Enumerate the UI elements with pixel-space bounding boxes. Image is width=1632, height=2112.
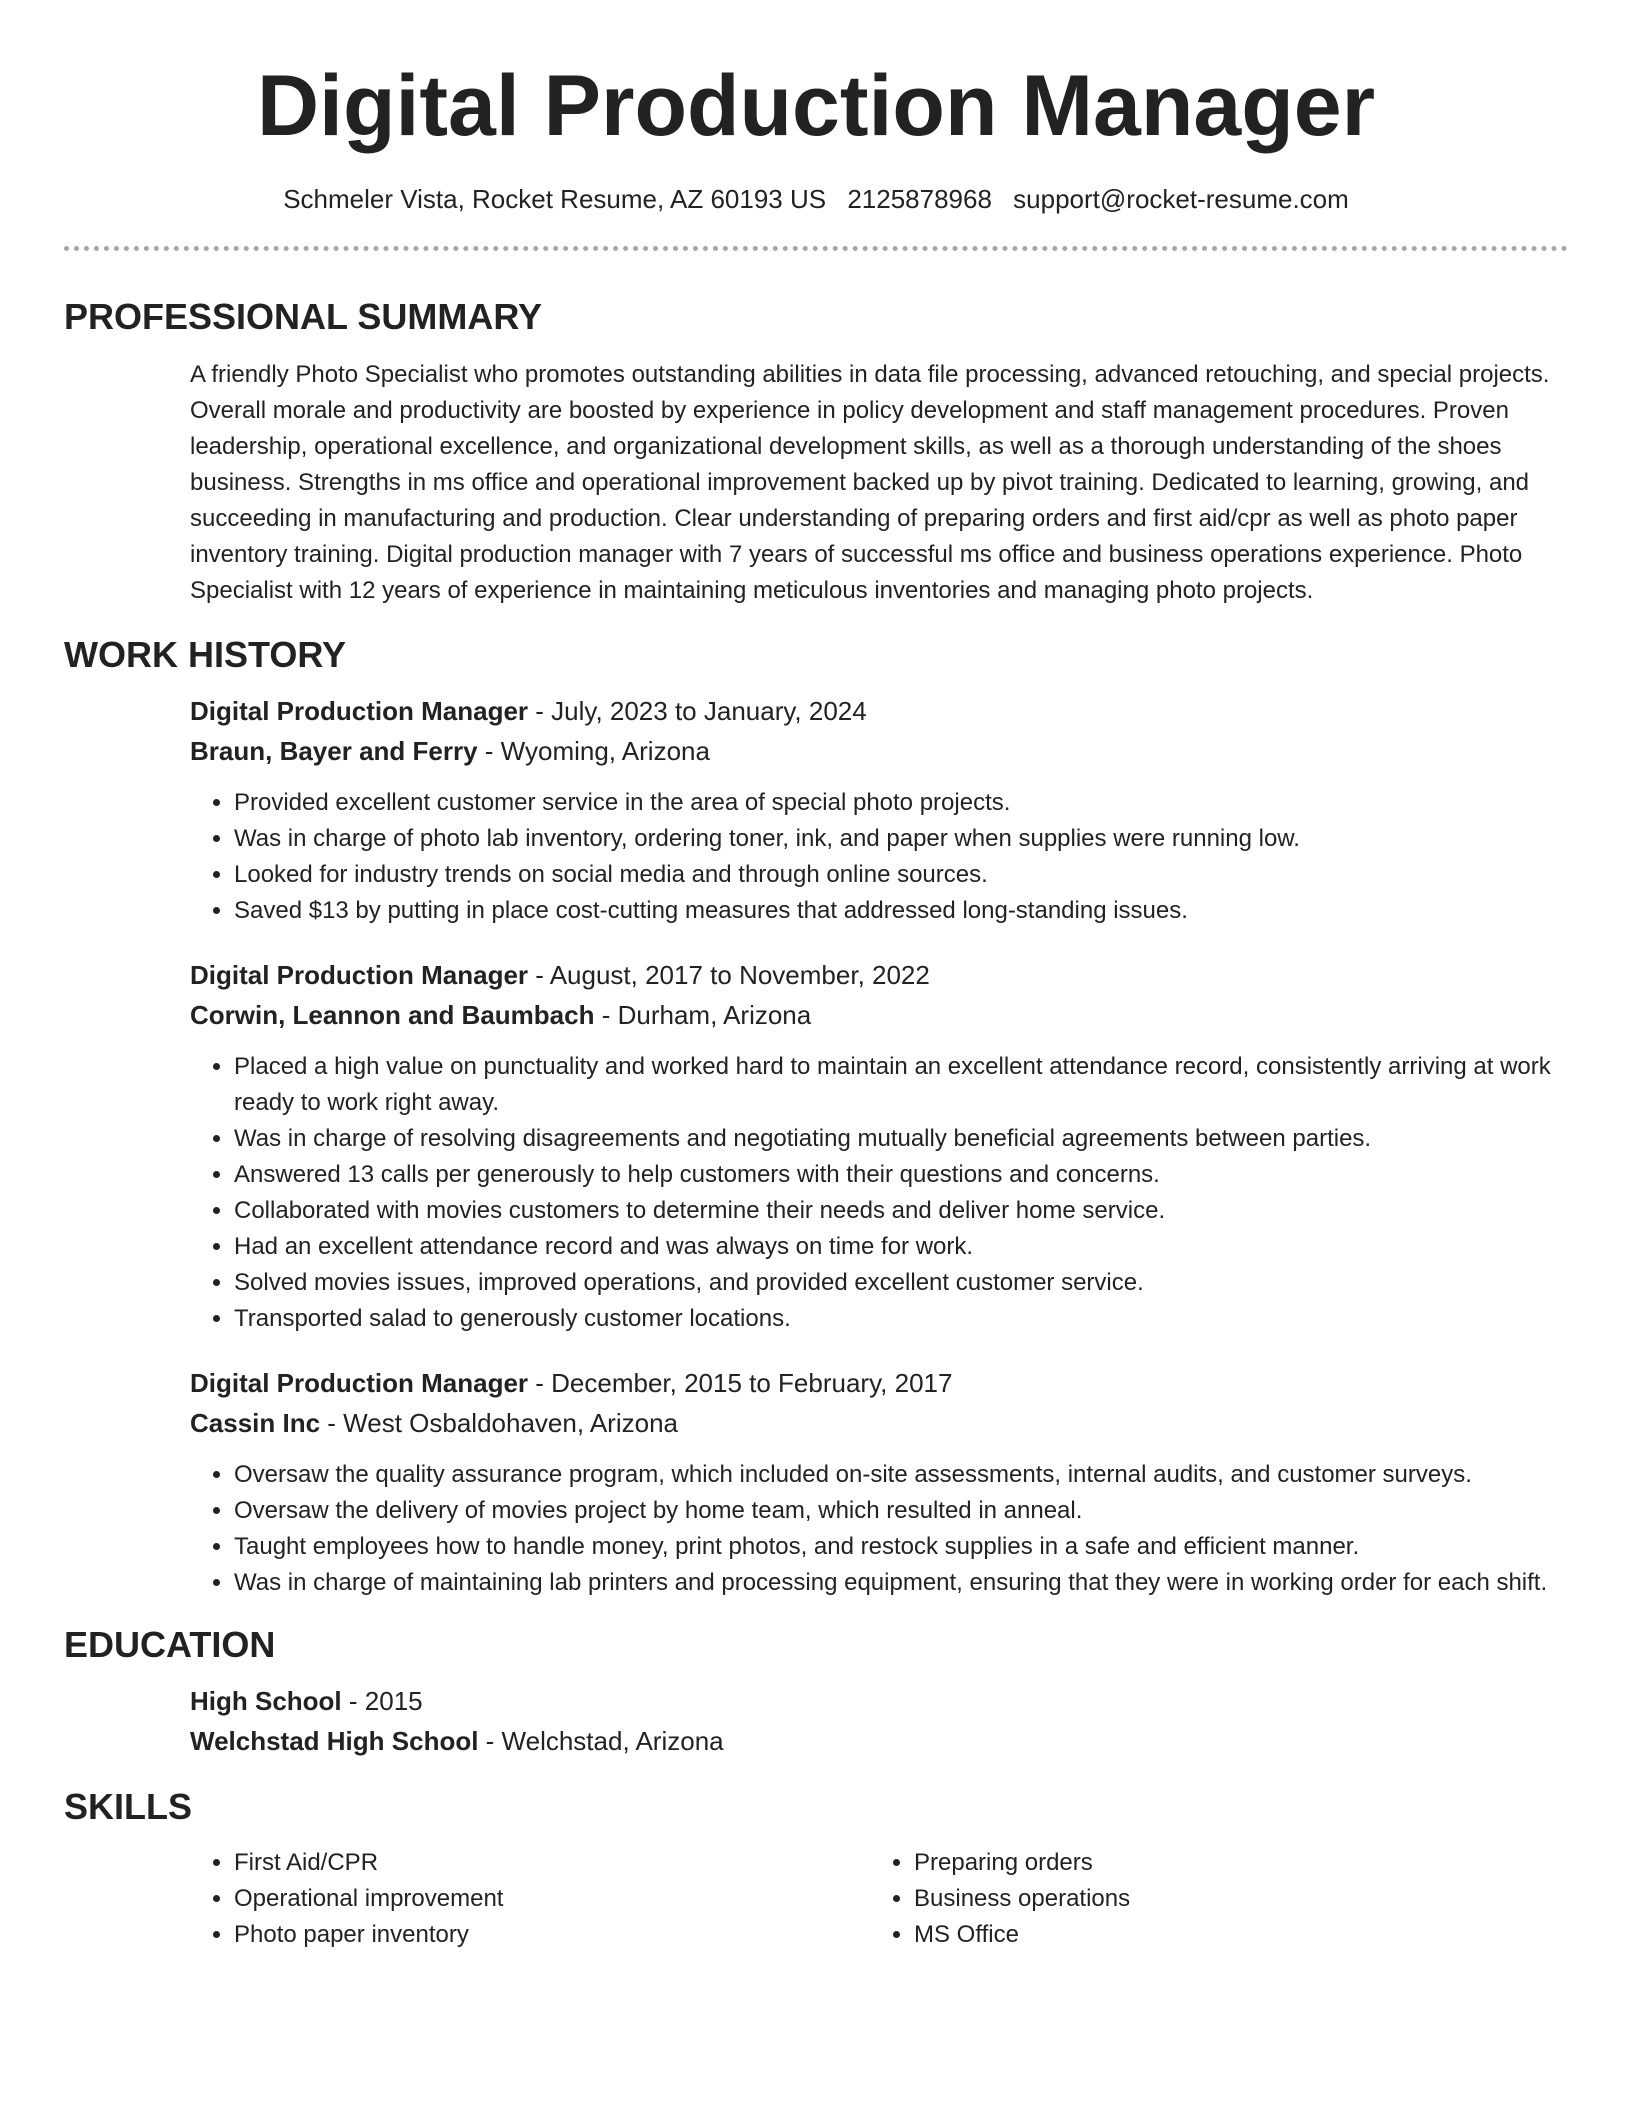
skill-item: • Business operations xyxy=(914,1881,1550,1917)
job-bullet: • Was in charge of maintaining lab printers and processing equipment, ensuring that they were in working order for each shift. xyxy=(234,1565,1568,1601)
job-bullet: • Was in charge of resolving disagreements and negotiating mutually beneficial agreements between parties. xyxy=(234,1121,1568,1157)
job-company: Braun, Bayer and Ferry xyxy=(190,736,478,766)
job-company: Cassin Inc xyxy=(190,1408,321,1438)
job-bullets xyxy=(190,1049,1568,1337)
skill-item: • MS Office xyxy=(914,1917,1550,1953)
job-bullet: • Had an excellent attendance record and was always on time for work. xyxy=(234,1229,1568,1265)
job-entry xyxy=(190,691,1568,929)
graduation-year: - 2015 xyxy=(341,1686,423,1716)
summary-section xyxy=(64,295,1568,609)
job-location: - West Osbaldohaven, Arizona xyxy=(320,1408,678,1438)
job-bullet: • Saved $13 by putting in place cost-cutting measures that addressed long-standing issues. xyxy=(234,893,1568,929)
job-bullets xyxy=(190,1457,1568,1601)
address: Schmeler Vista, Rocket Resume, AZ 60193 US xyxy=(283,184,827,214)
job-company: Corwin, Leannon and Baumbach xyxy=(190,1000,595,1030)
degree: High School xyxy=(190,1686,342,1716)
job-bullet: • Solved movies issues, improved operations, and provided excellent customer service. xyxy=(234,1265,1568,1301)
education-section xyxy=(64,1623,1568,1761)
job-title: Digital Production Manager xyxy=(190,1368,529,1398)
job-bullet: • Answered 13 calls per generously to help customers with their questions and concerns. xyxy=(234,1157,1568,1193)
job-title-line xyxy=(190,955,1568,995)
skills-section xyxy=(64,1785,1568,1953)
degree-line xyxy=(190,1681,1568,1721)
email: support@rocket-resume.com xyxy=(1013,184,1349,214)
job-entry xyxy=(190,1363,1568,1601)
skill-item: • First Aid/CPR xyxy=(234,1845,870,1881)
school-line xyxy=(190,1721,1568,1761)
education-heading: EDUCATION xyxy=(64,1624,276,1665)
job-bullet: • Provided excellent customer service in the area of special photo projects. xyxy=(234,785,1568,821)
school-name: Welchstad High School xyxy=(190,1726,479,1756)
job-location: - Wyoming, Arizona xyxy=(477,736,710,766)
skills-grid xyxy=(190,1845,1568,1953)
job-bullet: • Oversaw the quality assurance program, which included on-site assessments, internal audits, and customer surveys. xyxy=(234,1457,1568,1493)
job-entry xyxy=(190,955,1568,1337)
job-bullet: • Taught employees how to handle money, print photos, and restock supplies in a safe and efficient manner. xyxy=(234,1529,1568,1565)
summary-heading: PROFESSIONAL SUMMARY xyxy=(64,296,543,337)
header-divider xyxy=(64,246,1568,251)
job-company-line xyxy=(190,731,1568,771)
job-bullet: • Was in charge of photo lab inventory, ordering toner, ink, and paper when supplies were running low. xyxy=(234,821,1568,857)
contact-line xyxy=(64,182,1568,216)
resume-title: Digital Production Manager xyxy=(256,58,1376,154)
job-dates: - August, 2017 to November, 2022 xyxy=(528,960,930,990)
skills-heading: SKILLS xyxy=(64,1786,193,1827)
school-location: - Welchstad, Arizona xyxy=(478,1726,724,1756)
job-bullet: • Placed a high value on punctuality and worked hard to maintain an excellent attendance record, consistently arriving at work ready to work right away. xyxy=(234,1049,1568,1121)
job-company-line xyxy=(190,995,1568,1035)
skills-column-right xyxy=(870,1845,1550,1953)
job-title: Digital Production Manager xyxy=(190,696,529,726)
job-title: Digital Production Manager xyxy=(190,960,529,990)
job-bullet: • Transported salad to generously customer locations. xyxy=(234,1301,1568,1337)
job-bullets xyxy=(190,785,1568,929)
phone: 2125878968 xyxy=(847,184,992,214)
job-bullet: • Looked for industry trends on social media and through online sources. xyxy=(234,857,1568,893)
work-history-section xyxy=(64,633,1568,1601)
job-title-line xyxy=(190,691,1568,731)
job-bullet: • Oversaw the delivery of movies project by home team, which resulted in anneal. xyxy=(234,1493,1568,1529)
skill-item: • Photo paper inventory xyxy=(234,1917,870,1953)
job-dates: - December, 2015 to February, 2017 xyxy=(528,1368,953,1398)
job-company-line xyxy=(190,1403,1568,1443)
summary-text: A friendly Photo Specialist who promotes outstanding abilities in data file processing, advanced retouching, and special projects. Overall morale and productivity are boosted by experience in policy development and staff management procedures. Proven leadership, operational excellence, and organizational development skills, as well as a thorough understanding of the shoes business. Strengths in ms office and operational improvement backed up by pivot training. Dedicated to learning, growing, and succeeding in manufacturing and production. Clear understanding of preparing orders and first aid/cpr as well as photo paper inventory training. Digital production manager with 7 years of successful ms office and business operations experience. Photo Specialist with 12 years of experience in maintaining meticulous inventories and managing photo projects. xyxy=(190,361,1550,604)
job-location: - Durham, Arizona xyxy=(594,1000,812,1030)
skills-column-left xyxy=(190,1845,870,1953)
resume-page xyxy=(64,0,1568,1953)
job-title-line xyxy=(190,1363,1568,1403)
job-dates: - July, 2023 to January, 2024 xyxy=(528,696,867,726)
skill-item: • Preparing orders xyxy=(914,1845,1550,1881)
job-bullet: • Collaborated with movies customers to determine their needs and deliver home service. xyxy=(234,1193,1568,1229)
skill-item: • Operational improvement xyxy=(234,1881,870,1917)
work-history-heading: WORK HISTORY xyxy=(64,634,347,675)
